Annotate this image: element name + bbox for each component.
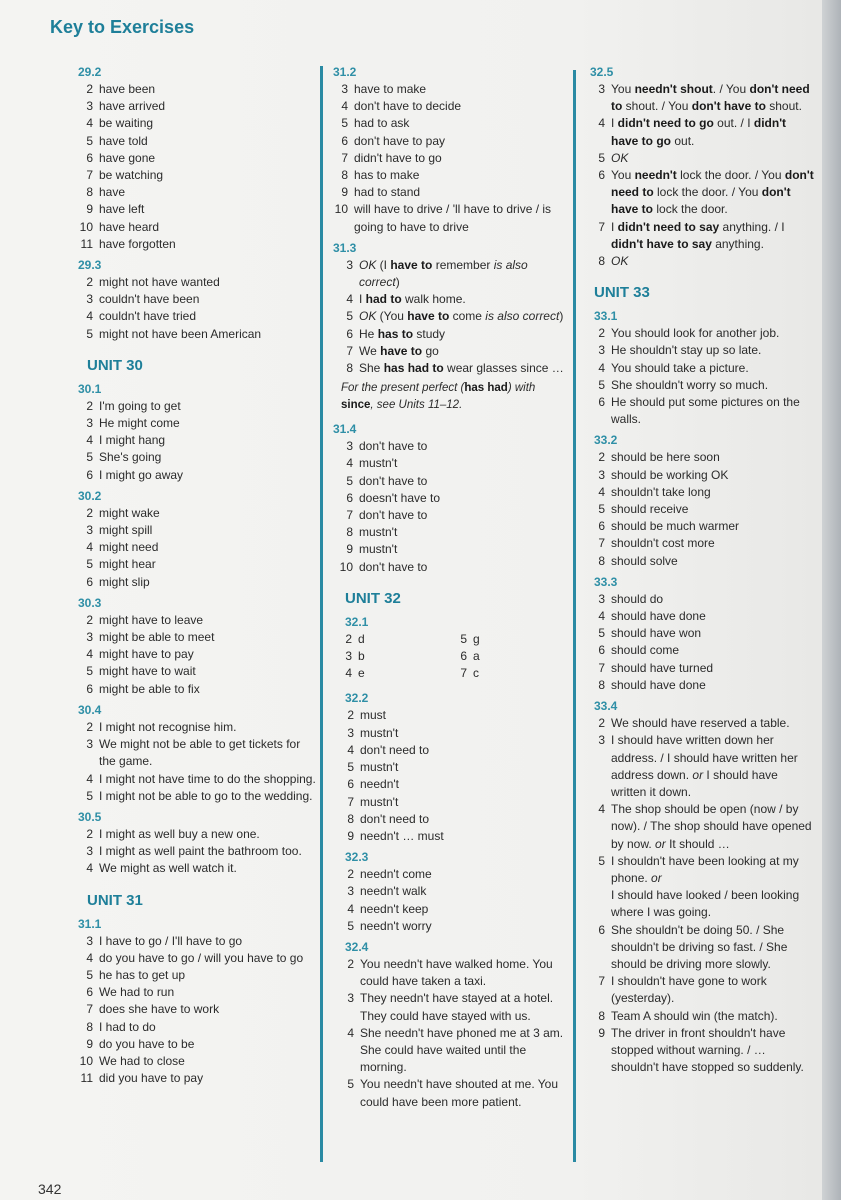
list-item: 4 don't need to: [347, 742, 430, 757]
list-item: 6 don't have to pay: [341, 133, 446, 148]
section-title: 33.3: [594, 574, 618, 589]
list-item: 5 have told: [86, 133, 148, 148]
list-item: 3 should be working OK: [598, 467, 729, 482]
list-item: 11 did you have to pay: [80, 1071, 204, 1086]
list-item: 2 I'm going to get: [86, 398, 181, 413]
list-item: 4 She needn't have phoned me at 3 am. She could have waited until the morning.: [347, 1025, 564, 1075]
list-item: 2 I might as well buy a new one.: [86, 826, 260, 841]
section-title: 30.4: [78, 702, 102, 717]
answer-list: [590, 81, 814, 270]
section-title: 33.1: [594, 309, 618, 324]
list-item: 5 OK (You have to come is also correct): [346, 309, 564, 324]
section-title: 31.3: [333, 240, 357, 255]
list-item: 3 might be able to meet: [86, 630, 215, 645]
list-item: 7 We have to go: [346, 343, 439, 358]
section-title: 33.4: [594, 699, 618, 714]
list-item: 4 I had to walk home.: [346, 292, 466, 307]
list-item: 5 might hear: [86, 557, 156, 572]
list-item: 4 should have done: [598, 609, 706, 624]
list-item: 5 should have won: [598, 626, 702, 641]
section-title: 29.3: [78, 258, 102, 273]
list-item: 7 mustn't: [347, 794, 399, 809]
list-item: 5 might not have been American: [86, 326, 262, 341]
list-item: 2 You needn't have walked home. You could have taken a taxi.: [347, 956, 553, 989]
section-title: 32.3: [345, 850, 369, 865]
answer-list: [78, 719, 318, 805]
list-item: 8 should have done: [598, 677, 706, 692]
list-item: 5 I shouldn't have been looking at my phone. or I should have looked / been looking where I was going.: [598, 853, 800, 920]
list-item: 3 have arrived: [86, 99, 166, 114]
list-item: 5 She shouldn't worry so much.: [598, 377, 769, 392]
answer-list: [333, 81, 565, 236]
list-item: 3 might spill: [86, 523, 153, 538]
answer-list: [78, 505, 318, 591]
list-item: 2 needn't come: [347, 867, 432, 882]
answer-list: [339, 707, 565, 845]
answer-list: [78, 274, 318, 343]
answer-list: [590, 591, 814, 694]
section-title: 31.2: [333, 65, 357, 79]
list-item: 2 I might not recognise him.: [86, 719, 237, 734]
list-item: 9 mustn't: [346, 542, 398, 557]
answer-note: For the present perfect (has had) with since, see Units 11–12.: [341, 382, 536, 412]
page-number: 342: [38, 1181, 62, 1197]
section-title: 30.3: [78, 595, 102, 610]
answer-list: [590, 715, 814, 1076]
list-item: 7 should have turned: [598, 660, 714, 675]
list-item: 5 I might not be able to go to the wedding.: [86, 788, 313, 803]
list-item: 4 I might hang: [86, 433, 166, 448]
answer-list: [78, 826, 318, 878]
match-grid: 2 d 5 g 3 b 6 a 4 e 7 c: [345, 631, 480, 681]
unit-heading: UNIT 33: [594, 284, 650, 302]
list-item: 5 had to ask: [341, 116, 410, 131]
list-item: 4 mustn't: [346, 456, 398, 471]
list-item: 3 They needn't have stayed at a hotel. They could have stayed with us.: [347, 991, 554, 1023]
list-item: 7 be watching: [86, 168, 164, 183]
list-item: 4 The shop should be open (now / by now). / The shop should have opened by now. or It should …: [598, 802, 812, 851]
list-item: 8 has to make: [341, 168, 420, 183]
list-item: 3 don't have to: [346, 439, 428, 454]
section-title: 31.4: [333, 422, 357, 437]
section-title: 31.1: [78, 916, 102, 931]
list-item: 6 He has to study: [346, 326, 446, 341]
list-item: 6 have gone: [86, 150, 156, 165]
list-item: 2 You should look for another job.: [598, 326, 780, 341]
list-item: 5 should receive: [598, 502, 689, 517]
list-item: 8 OK: [598, 254, 629, 269]
answer-list: [339, 866, 565, 935]
list-item: 3 We might not be able to get tickets for the game.: [86, 737, 301, 769]
list-item: 3 He might come: [86, 416, 180, 431]
list-item: 4 don't have to decide: [341, 99, 462, 114]
section-title: 32.2: [345, 691, 369, 706]
list-item: 5 She's going: [86, 450, 162, 465]
list-item: 3 I have to go / I'll have to go: [86, 933, 243, 948]
list-item: 2 We should have reserved a table.: [598, 716, 790, 731]
answer-list: [78, 398, 318, 484]
list-item: 5 mustn't: [347, 760, 399, 775]
list-item: 9 had to stand: [341, 185, 421, 200]
list-item: 5 don't have to: [346, 473, 428, 488]
column-2: [333, 64, 565, 1114]
list-item: 4 be waiting: [86, 116, 154, 131]
list-item: 3 OK (I have to remember is also correct): [346, 257, 528, 290]
list-item: 8 have: [86, 185, 126, 200]
list-item: 4 do you have to go / will you have to go: [86, 950, 304, 965]
list-item: 7 shouldn't cost more: [598, 536, 715, 551]
list-item: 2 must: [347, 708, 387, 723]
list-item: 8 don't need to: [347, 811, 430, 826]
list-item: 2 might have to leave: [86, 612, 204, 627]
list-item: 7 I didn't need to say anything. / I didn't have to say anything.: [598, 219, 785, 251]
list-item: 6 doesn't have to: [346, 490, 441, 505]
list-item: 4 I might not have time to do the shopping.: [86, 771, 316, 786]
list-item: 7 does she have to work: [86, 1002, 220, 1017]
list-item: 9 have left: [86, 202, 145, 217]
list-item: 6 needn't: [347, 777, 399, 792]
list-item: 4 might need: [86, 540, 159, 555]
answer-list: [78, 933, 318, 1088]
section-title: 29.2: [78, 65, 102, 79]
list-item: 6 should be much warmer: [598, 519, 740, 534]
list-item: 7 don't have to: [346, 508, 428, 523]
section-title: 33.2: [594, 433, 618, 448]
section-title: 32.4: [345, 939, 369, 954]
section-title: 32.1: [345, 614, 369, 629]
list-item: 6 I might go away: [86, 467, 184, 482]
list-item: 4 You should take a picture.: [598, 360, 749, 375]
list-item: 2 have been: [86, 82, 156, 96]
section-title: 30.2: [78, 488, 102, 503]
answer-list: [333, 257, 565, 377]
page-header: Key to Exercises: [50, 17, 195, 37]
section-title: 32.5: [590, 65, 614, 79]
list-item: 5 might have to wait: [86, 664, 196, 679]
list-item: 6 We had to run: [86, 985, 175, 1000]
list-item: 8 mustn't: [346, 525, 398, 540]
unit-heading: UNIT 32: [345, 589, 401, 607]
list-item: 3 I might as well paint the bathroom too.: [86, 844, 302, 859]
list-item: 8 Team A should win (the match).: [598, 1008, 778, 1023]
list-item: 4 We might as well watch it.: [86, 861, 237, 876]
list-item: 5 You needn't have shouted at me. You could have been more patient.: [347, 1077, 559, 1109]
list-item: 9 do you have to be: [86, 1036, 195, 1051]
list-item: 6 might slip: [86, 574, 150, 589]
list-item: 7 didn't have to go: [341, 150, 442, 165]
list-item: 10 have heard: [79, 219, 160, 234]
list-item: 6 might be able to fix: [86, 681, 200, 696]
list-item: 3 have to make: [341, 82, 427, 96]
answer-list: [333, 438, 565, 576]
list-item: 5 he has to get up: [86, 967, 186, 982]
list-item: 6 He should put some pictures on the walls.: [598, 395, 800, 427]
list-item: 5 needn't worry: [347, 918, 432, 933]
list-item: 8 I had to do: [86, 1019, 156, 1034]
list-item: 3 I should have written down her address. / I should have written her address down. or I should have written it down.: [598, 733, 798, 799]
list-item: 3 mustn't: [347, 725, 399, 740]
list-item: 2 might not have wanted: [86, 275, 220, 290]
list-item: 6 should come: [598, 643, 680, 658]
list-item: 4 needn't keep: [347, 901, 429, 916]
list-item: 7 I shouldn't have gone to work (yesterday).: [598, 974, 767, 1006]
list-item: 2 should be here soon: [598, 450, 720, 465]
list-item: 8 should solve: [598, 553, 678, 568]
column-divider: [573, 70, 576, 1162]
unit-heading: UNIT 31: [87, 891, 143, 909]
list-item: 3 He shouldn't stay up so late.: [598, 343, 762, 358]
list-item: 4 might have to pay: [86, 647, 194, 662]
list-item: 9 The driver in front shouldn't have stopped without warning. / … shouldn't have stopped so suddenly.: [598, 1025, 804, 1075]
list-item: 3 couldn't have been: [86, 292, 200, 307]
list-item: 6 She shouldn't be doing 50. / She shouldn't be driving so fast. / She should be driving more slowly.: [598, 922, 788, 971]
list-item: 11 have forgotten: [80, 236, 176, 251]
answer-list: [78, 612, 318, 698]
list-item: 10 don't have to: [339, 559, 428, 574]
list-item: 10 We had to close: [79, 1053, 185, 1068]
answer-list: [590, 449, 814, 569]
list-item: 5 OK: [598, 150, 629, 165]
answer-list: [78, 81, 318, 253]
unit-heading: UNIT 30: [87, 356, 143, 374]
answer-list: [590, 325, 814, 428]
section-title: 30.1: [78, 381, 102, 396]
list-item: 9 needn't … must: [347, 828, 444, 843]
column-3: [590, 64, 814, 1079]
section-title: 30.5: [78, 809, 102, 824]
answer-list: [339, 956, 565, 1111]
list-item: 3 should do: [598, 591, 664, 606]
list-item: 10 will have to drive / 'll have to drive / is going to have to drive: [334, 202, 552, 234]
list-item: 3 You needn't shout. / You don't need to shout. / You don't have to shout.: [598, 82, 810, 114]
list-item: 4 couldn't have tried: [86, 309, 197, 324]
list-item: 3 needn't walk: [347, 884, 427, 899]
list-item: 4 I didn't need to go out. / I didn't have to go out.: [598, 116, 787, 148]
page-edge: [822, 0, 841, 1200]
column-1: [78, 64, 318, 1090]
list-item: 2 might wake: [86, 505, 160, 520]
column-divider: [320, 66, 323, 1162]
list-item: 6 You needn't lock the door. / You don't need to lock the door. / You don't have to lock the door.: [598, 168, 814, 217]
list-item: 4 shouldn't take long: [598, 484, 711, 499]
list-item: 8 She has had to wear glasses since …: [346, 361, 564, 376]
